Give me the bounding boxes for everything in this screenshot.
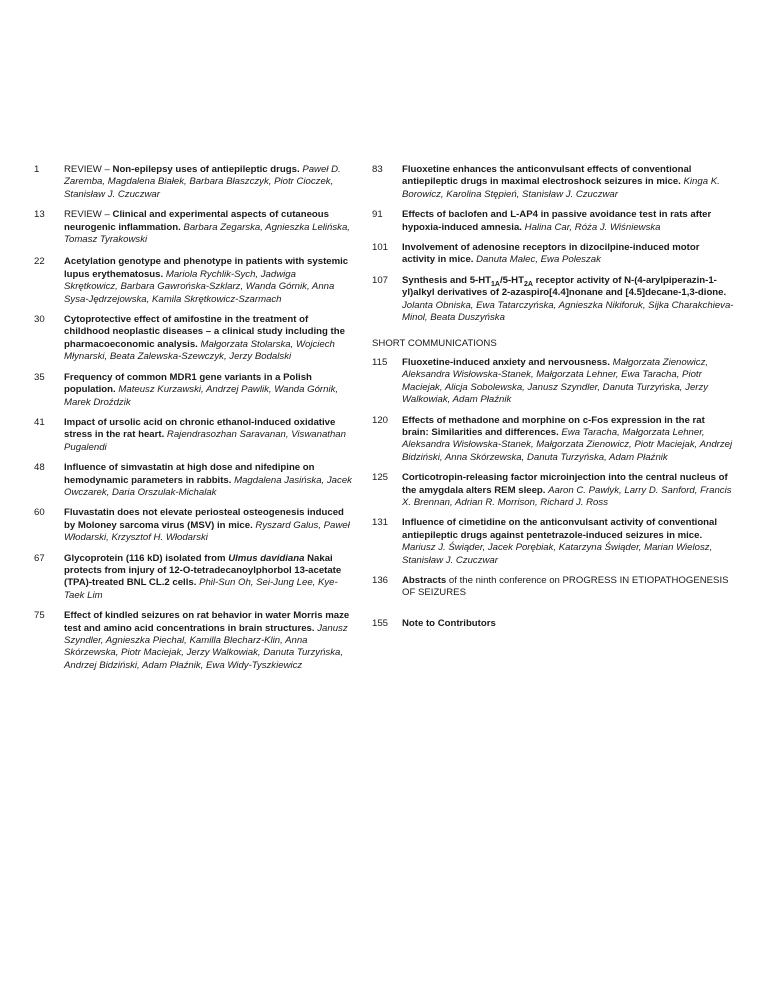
toc-entry bbox=[372, 517, 734, 567]
page-number: 1 bbox=[34, 164, 40, 175]
entry-title: Effects of baclofen and L-AP4 in passive avoidance test in rats after hypoxia-induced amnesia. bbox=[402, 209, 712, 233]
entry-title: Frequency of common MDR1 gene variants in a Polish population. bbox=[64, 371, 312, 396]
page-number: 13 bbox=[34, 209, 45, 221]
page-number: 35 bbox=[34, 371, 45, 383]
entry-text bbox=[64, 417, 352, 454]
entry-text bbox=[64, 553, 352, 603]
entry-text bbox=[64, 462, 352, 499]
entry-text bbox=[64, 610, 352, 672]
entry-title: Impact of ursolic acid on chronic ethanol-induced oxidative stress in the rat heart. bbox=[64, 416, 336, 441]
toc-entry bbox=[34, 610, 352, 672]
entry-text bbox=[64, 256, 352, 306]
page-number: 22 bbox=[34, 256, 45, 268]
section-heading: SHORT COMMUNICATIONS bbox=[372, 338, 497, 350]
right-column bbox=[372, 164, 734, 630]
page-number: 48 bbox=[34, 462, 45, 474]
page-number: 83 bbox=[372, 164, 383, 175]
toc-entry bbox=[34, 553, 352, 603]
entry-title: Influence of cimetidine on the anticonvulsant activity of conventional antiepileptic drugs against pentetrazole-induced seizures in mice. bbox=[402, 517, 718, 541]
entry-text bbox=[402, 357, 734, 407]
page-number: 120 bbox=[372, 414, 389, 426]
entry-title bbox=[402, 275, 726, 298]
entry-title: Corticotropin-releasing factor microinjection into the central nucleus of the amygdala alters REM sleep. bbox=[402, 472, 728, 496]
toc-entry bbox=[34, 507, 352, 544]
entry-title: Fluoxetine enhances the anticonvulsant effects of conventional antiepileptic drugs in maximal electroshock seizures in mice. bbox=[402, 164, 692, 188]
entry-authors: Małgorzata Stolarska, Wojciech Młynarski, Beata Zalewska-Szewczyk, Jerzy Bodalski bbox=[64, 338, 335, 363]
entry-authors: Rajendrasozhan Saravanan, Viswanathan Pugalendi bbox=[64, 429, 346, 453]
page-number: 155 bbox=[372, 617, 389, 629]
entry-title: Involvement of adenosine receptors in dizocilpine-induced motor activity in mice. bbox=[402, 242, 700, 266]
toc-entry bbox=[34, 462, 352, 499]
entry-authors: Magdalena Jasińska, Jacek Owczarek, Daria Orszulak-Michalak bbox=[64, 474, 352, 498]
entry-authors: Phil-Sun Oh, Sei-Jung Lee, Kye-Taek Lim bbox=[64, 577, 338, 601]
title-part: /5-HT bbox=[499, 274, 524, 286]
entry-text bbox=[402, 618, 734, 630]
entry-title: Acetylation genotype and phenotype in patients with systemic lupus erythematosus. bbox=[64, 256, 349, 280]
toc-entry bbox=[372, 275, 734, 325]
entry-title-rest: Nakai protects from injury of 12-O-tetradecanoylphorbol 13-acetate (TPA)-treated BNL CL.2 cells. bbox=[64, 552, 342, 589]
page-number: 131 bbox=[372, 517, 389, 529]
page-number: 67 bbox=[34, 552, 45, 564]
entry-text bbox=[402, 517, 734, 567]
toc-entry bbox=[34, 372, 352, 409]
entry-title: Effects of methadone and morphine on c-Fos expression in the rat brain: Similarities and differences. bbox=[402, 414, 705, 438]
toc-entry bbox=[34, 417, 352, 454]
toc-entry bbox=[372, 357, 734, 407]
title-part: receptor activity of N-(4-arylpiperazin-1-yl)alkyl derivatives of 2-azaspiro[4.4]nonane and [4.5]decane-1,3-dione. bbox=[402, 274, 727, 299]
entry-authors: Jolanta Obniska, Ewa Tatarczyńska, Agnieszka Nikiforuk, Sijka Charakchieva-Minol, Beata Duszyńska bbox=[402, 299, 734, 324]
entry-text bbox=[402, 164, 734, 201]
entry-text bbox=[64, 164, 352, 201]
entry-title: Fluoxetine-induced anxiety and nervousness. bbox=[402, 356, 610, 368]
page-number: 107 bbox=[372, 274, 389, 286]
entry-text bbox=[402, 415, 734, 465]
entry-text bbox=[402, 209, 734, 234]
entry-authors: Halina Car, Róża J. Wiśniewska bbox=[524, 221, 661, 233]
left-column bbox=[34, 164, 352, 672]
entry-authors: Janusz Szyndler, Agnieszka Piechal, Kamilla Blecharz-Klin, Anna Skórzewska, Piotr Maciejak, Jerzy Walkowiak, Danuta Turzyńska, Andrzej Bidziński, Adam Płaźnik, Ewa Widy-Tyszkiewicz bbox=[64, 622, 348, 671]
toc-entry bbox=[372, 618, 734, 630]
entry-authors: Barbara Zegarska, Agnieszka Lelińska, Tomasz Tyrakowski bbox=[64, 221, 350, 246]
entry-title: Clinical and experimental aspects of cutaneous neurogenic inflammation. bbox=[64, 209, 329, 233]
page-number: 60 bbox=[34, 507, 45, 519]
entry-authors: Aaron C. Pawlyk, Larry D. Sanford, Francis X. Brennan, Adrian R. Morrison, Richard J. Ross bbox=[402, 484, 732, 508]
toc-entry bbox=[34, 256, 352, 306]
entry-authors: Mariusz J. Świąder, Jacek Porębiak, Katarzyna Świąder, Marian Wielosz, Stanisław J. Czuczwar bbox=[402, 542, 713, 566]
review-label: REVIEW – bbox=[64, 209, 113, 221]
entry-authors: Mariola Rychlik-Sych, Jadwiga Skrętkowicz, Barbara Gawrońska-Szklarz, Wanda Górnik, Anna Sysa-Jędrzejowska, Kamila Skrętkowicz-Szarmach bbox=[64, 268, 335, 305]
subscript: 1A bbox=[491, 280, 500, 288]
subscript: 2A bbox=[523, 280, 533, 288]
entry-title-species: Ulmus davidiana bbox=[228, 552, 305, 564]
entry-title: Non-epilepsy uses of antiepileptic drugs. bbox=[112, 164, 300, 175]
entry-authors: Danuta Malec, Ewa Poleszak bbox=[476, 254, 601, 266]
toc-entry bbox=[372, 472, 734, 509]
entry-text bbox=[64, 314, 352, 364]
page-number: 125 bbox=[372, 472, 389, 484]
entry-text bbox=[402, 242, 734, 267]
entry-authors: Ryszard Galus, Paweł Włodarski, Krzysztof H. Włodarski bbox=[64, 519, 350, 544]
entry-title: Glycoprotein (116 kD) isolated from bbox=[64, 552, 229, 564]
entry-text bbox=[402, 575, 734, 600]
entry-text bbox=[64, 507, 352, 544]
page-number: 30 bbox=[34, 314, 45, 326]
entry-text bbox=[64, 372, 352, 409]
entry-authors: Kinga K. Borowicz, Karolina Stępień, Stanisław J. Czuczwar bbox=[402, 176, 720, 200]
entry-title: Influence of simvastatin at high dose and nifedipine on hemodynamic parameters in rabbits. bbox=[64, 462, 315, 486]
entry-title: Note to Contributors bbox=[402, 617, 496, 629]
toc-entry bbox=[372, 415, 734, 465]
toc-entry bbox=[372, 209, 734, 234]
page-number: 75 bbox=[34, 610, 45, 622]
toc-entry bbox=[34, 209, 352, 246]
entry-title: Abstracts bbox=[402, 574, 447, 586]
toc-entry bbox=[372, 242, 734, 267]
page-number: 101 bbox=[372, 242, 389, 254]
entry-title-rest: of the ninth conference on PROGRESS IN ETIOPATHOGENESIS OF SEIZURES bbox=[402, 574, 729, 599]
entry-text bbox=[402, 275, 734, 325]
entry-authors: Mateusz Kurzawski, Andrzej Pawlik, Wanda Górnik, Marek Droździk bbox=[64, 384, 339, 408]
entry-title: Effect of kindled seizures on rat behavior in water Morris maze test and amino acid concentrations in brain structures. bbox=[64, 610, 350, 634]
entry-text bbox=[402, 472, 734, 509]
entry-authors: Ewa Taracha, Małgorzata Lehner, Aleksandra Wisłowska-Stanek, Małgorzata Zienowicz, Piotr Maciejak, Andrzej Bidziński, Anna Skórzewska, Danuta Turzyńska, Adam Płaźnik bbox=[402, 426, 733, 463]
entry-authors: Paweł D. Zaremba, Magdalena Białek, Barbara Błaszczyk, Piotr Cioczek, Stanisław J. Czuczwar bbox=[64, 164, 341, 200]
page-number: 115 bbox=[372, 356, 388, 368]
review-label: REVIEW – bbox=[64, 164, 113, 175]
page-number: 136 bbox=[372, 574, 389, 586]
toc-entry bbox=[34, 164, 352, 201]
toc-entry bbox=[372, 164, 734, 201]
page-number: 91 bbox=[372, 209, 383, 221]
entry-title: Fluvastatin does not elevate periosteal osteogenesis induced by Moloney sarcoma virus (MSV) in mice. bbox=[64, 507, 344, 531]
toc-entry bbox=[372, 575, 734, 600]
entry-text bbox=[64, 209, 352, 246]
toc-entry bbox=[34, 314, 352, 364]
title-part: Synthesis and 5-HT bbox=[402, 274, 492, 286]
page-number: 41 bbox=[34, 416, 45, 428]
entry-authors: Małgorzata Zienowicz, Aleksandra Wisłowska-Stanek, Małgorzata Lehner, Ewa Taracha, Piotr Maciejak, Alicja Sobolewska, Janusz Szyndler, Danuta Turzyńska, Jerzy Walkowiak, Adam Płaźnik bbox=[402, 356, 709, 406]
entry-title: Cytoprotective effect of amifostine in the treatment of childhood neoplastic diseases – a clinical study including the pharmacoeconomic analysis. bbox=[64, 314, 345, 350]
